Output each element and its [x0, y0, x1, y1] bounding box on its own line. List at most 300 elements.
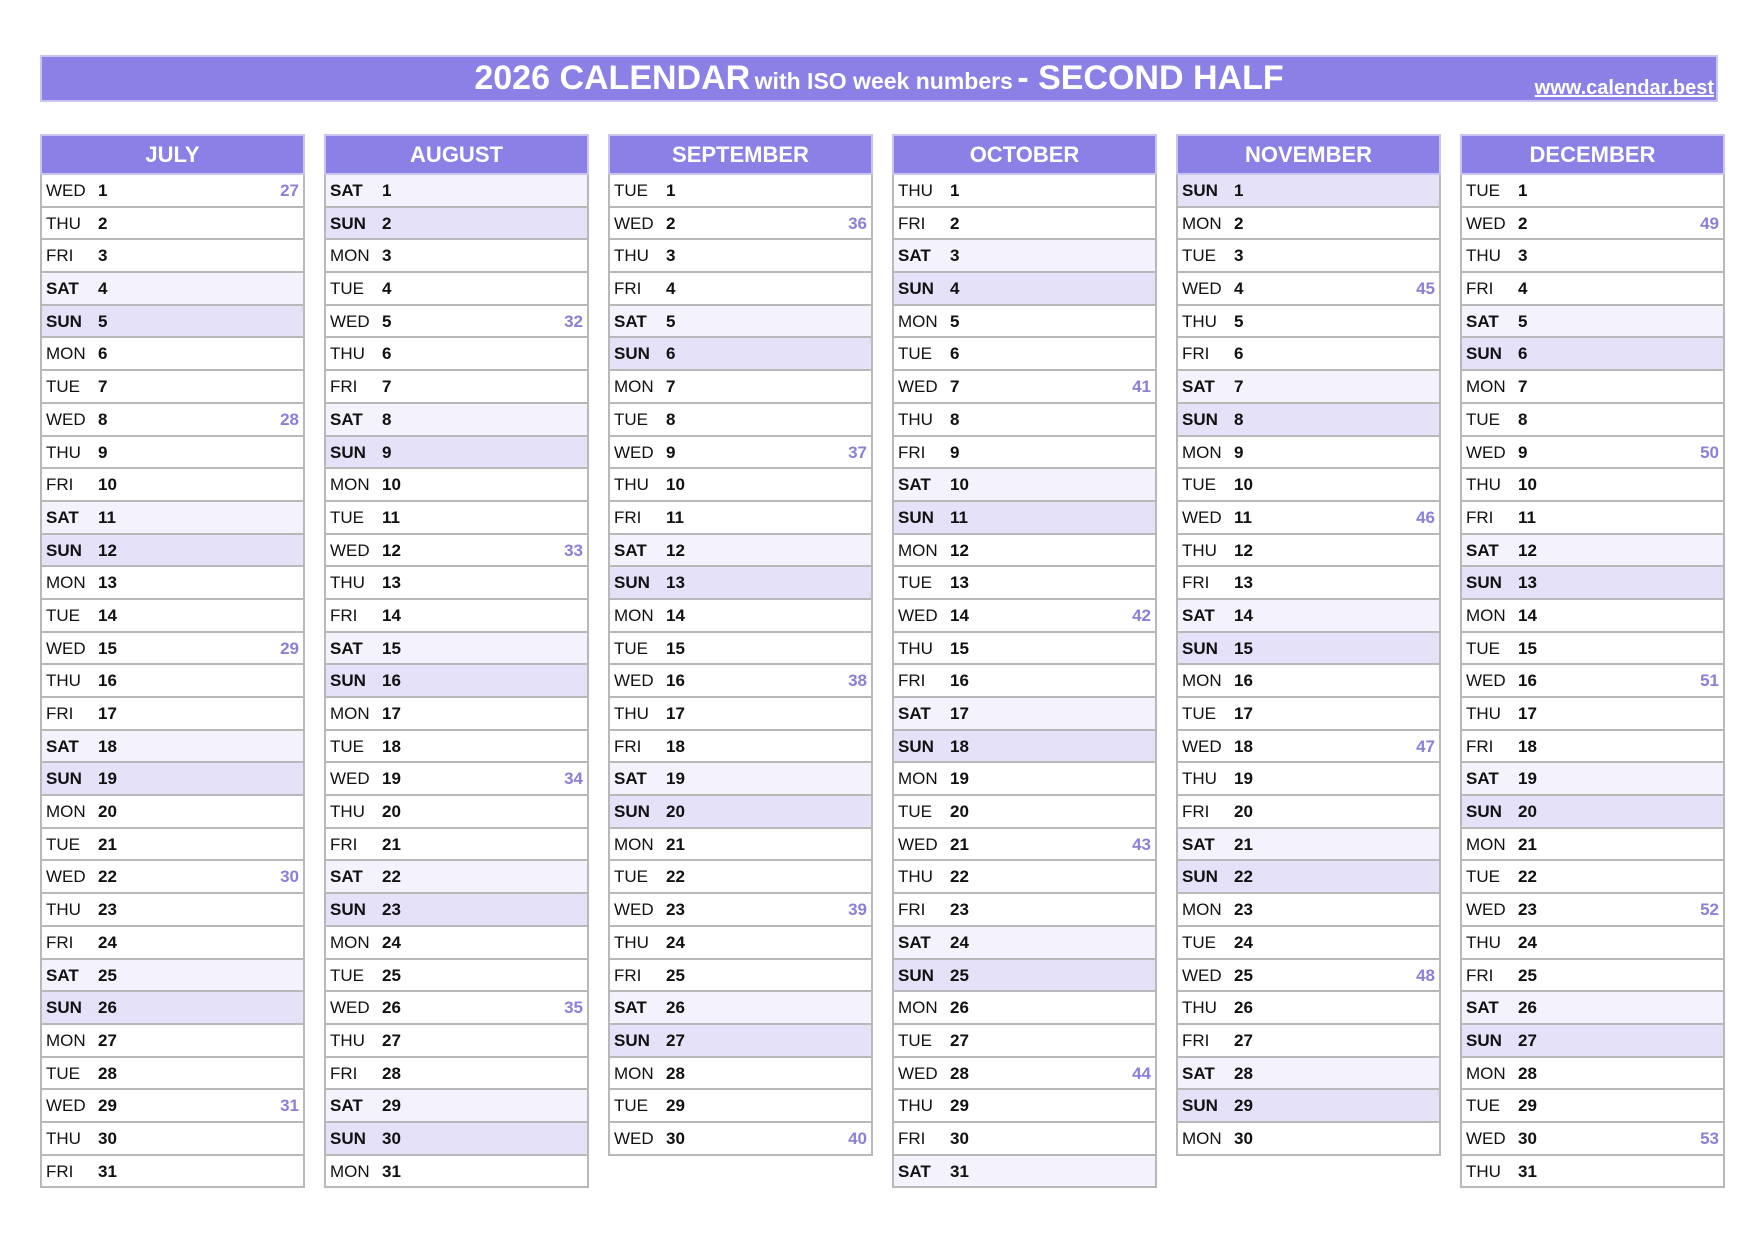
day-list — [1176, 175, 1441, 1156]
day-row — [610, 829, 871, 862]
weekday-label: MON — [330, 475, 370, 495]
weekday-label: SUN — [1466, 802, 1502, 822]
day-row — [610, 404, 871, 437]
day-number: 31 — [382, 1161, 401, 1181]
weekday-label: THU — [330, 802, 365, 822]
weekday-label: FRI — [898, 213, 926, 233]
day-number: 27 — [98, 1030, 117, 1050]
day-number: 15 — [98, 638, 117, 658]
weekday-label: THU — [1466, 932, 1501, 952]
day-row — [42, 633, 303, 666]
day-row — [894, 240, 1155, 273]
weekday-label: SUN — [1466, 1030, 1502, 1050]
day-number: 26 — [1234, 998, 1253, 1018]
day-number: 13 — [666, 573, 685, 593]
weekday-label: TUE — [1466, 867, 1500, 887]
day-row — [1178, 960, 1439, 993]
day-number: 19 — [382, 769, 401, 789]
weekday-label: WED — [46, 867, 86, 887]
weekday-label: TUE — [46, 1063, 80, 1083]
day-number: 19 — [950, 769, 969, 789]
day-number: 30 — [1234, 1128, 1253, 1148]
day-number: 5 — [1518, 311, 1528, 331]
weekday-label: THU — [1466, 246, 1501, 266]
day-number: 3 — [382, 246, 392, 266]
day-number: 8 — [666, 409, 676, 429]
iso-week-number: 44 — [1132, 1063, 1151, 1083]
day-number: 7 — [1518, 377, 1528, 397]
day-row — [1178, 175, 1439, 208]
day-row — [42, 1090, 303, 1123]
day-row — [1178, 992, 1439, 1025]
day-number: 1 — [1518, 181, 1528, 200]
weekday-label: MON — [614, 605, 654, 625]
day-row — [1178, 633, 1439, 666]
day-row — [1462, 960, 1723, 993]
day-number: 1 — [950, 181, 960, 200]
iso-week-number: 50 — [1700, 442, 1719, 462]
weekday-label: SAT — [898, 704, 931, 723]
day-number: 24 — [1518, 932, 1537, 952]
iso-week-number: 39 — [848, 900, 867, 920]
day-number: 27 — [1518, 1030, 1537, 1050]
day-number: 21 — [666, 834, 685, 854]
day-row — [42, 404, 303, 437]
day-row — [1178, 861, 1439, 894]
day-number: 1 — [382, 181, 392, 200]
day-row — [1178, 927, 1439, 960]
weekday-label: WED — [898, 377, 938, 397]
day-number: 17 — [950, 704, 969, 723]
day-number: 26 — [1518, 998, 1537, 1018]
day-row — [326, 731, 587, 764]
day-row — [1178, 1025, 1439, 1058]
day-number: 16 — [98, 671, 117, 691]
day-number: 29 — [382, 1096, 401, 1116]
day-row — [326, 796, 587, 829]
weekday-label: THU — [330, 573, 365, 593]
month-column-august — [324, 134, 589, 1188]
iso-week-number: 42 — [1132, 605, 1151, 625]
day-number: 2 — [1234, 213, 1244, 233]
day-number: 8 — [98, 409, 108, 429]
weekday-label: SAT — [330, 1096, 363, 1116]
weekday-label: SAT — [614, 311, 647, 331]
day-number: 17 — [1518, 704, 1537, 723]
day-row — [1178, 502, 1439, 535]
day-row — [1462, 404, 1723, 437]
weekday-label: MON — [46, 573, 86, 593]
iso-week-number: 51 — [1700, 671, 1719, 691]
weekday-label: MON — [330, 246, 370, 266]
day-number: 2 — [1518, 213, 1528, 233]
day-number: 27 — [950, 1030, 969, 1050]
day-row — [610, 698, 871, 731]
day-row — [326, 861, 587, 894]
weekday-label: FRI — [614, 736, 642, 756]
day-row — [894, 371, 1155, 404]
weekday-label: SUN — [1182, 409, 1218, 429]
weekday-label: FRI — [330, 1063, 358, 1083]
day-number: 21 — [1234, 834, 1253, 854]
day-row — [894, 861, 1155, 894]
day-row — [1178, 1123, 1439, 1156]
day-number: 29 — [1518, 1096, 1537, 1116]
weekday-label: WED — [46, 181, 86, 200]
day-number: 25 — [950, 965, 969, 985]
day-row — [610, 1123, 871, 1156]
weekday-label: WED — [330, 769, 370, 789]
day-number: 9 — [1518, 442, 1528, 462]
day-row — [1178, 535, 1439, 568]
day-number: 1 — [666, 181, 676, 200]
iso-week-number: 47 — [1416, 736, 1435, 756]
day-row — [610, 273, 871, 306]
day-row — [610, 535, 871, 568]
day-row — [42, 763, 303, 796]
day-number: 23 — [382, 900, 401, 920]
weekday-label: WED — [614, 671, 654, 691]
iso-week-number: 53 — [1700, 1128, 1719, 1148]
iso-week-number: 31 — [280, 1096, 299, 1116]
day-row — [610, 338, 871, 371]
weekday-label: TUE — [898, 344, 932, 364]
day-row — [42, 796, 303, 829]
day-row — [42, 992, 303, 1025]
day-list — [608, 175, 873, 1156]
weekday-label: SUN — [898, 736, 934, 756]
weekday-label: SUN — [46, 998, 82, 1018]
weekday-label: MON — [46, 1030, 86, 1050]
day-number: 4 — [950, 279, 960, 299]
weekday-label: SAT — [46, 279, 79, 299]
day-number: 7 — [1234, 377, 1244, 397]
day-number: 30 — [382, 1128, 401, 1148]
day-number: 19 — [1518, 769, 1537, 789]
day-number: 8 — [950, 409, 960, 429]
weekday-label: SAT — [614, 769, 647, 789]
day-number: 4 — [382, 279, 392, 299]
weekday-label: SUN — [330, 442, 366, 462]
day-number: 20 — [950, 802, 969, 822]
day-number: 11 — [666, 507, 684, 527]
day-number: 12 — [666, 540, 685, 560]
day-row — [610, 1025, 871, 1058]
day-row — [326, 240, 587, 273]
weekday-label: MON — [1182, 671, 1222, 691]
day-number: 11 — [950, 507, 968, 527]
weekday-label: WED — [1466, 671, 1506, 691]
weekday-label: SAT — [898, 246, 931, 266]
day-number: 17 — [666, 704, 685, 723]
day-row — [1462, 861, 1723, 894]
weekday-label: TUE — [898, 573, 932, 593]
day-row — [326, 960, 587, 993]
day-row — [326, 1090, 587, 1123]
day-number: 29 — [666, 1096, 685, 1116]
day-row — [42, 208, 303, 241]
day-number: 11 — [1518, 507, 1536, 527]
weekday-label: SAT — [330, 181, 363, 200]
weekday-label: SAT — [898, 1161, 931, 1181]
day-row — [894, 829, 1155, 862]
iso-week-number: 46 — [1416, 507, 1435, 527]
weekday-label: MON — [1466, 1063, 1506, 1083]
weekday-label: WED — [898, 834, 938, 854]
day-row — [326, 763, 587, 796]
day-row — [1462, 992, 1723, 1025]
day-number: 30 — [666, 1128, 685, 1148]
day-row — [894, 1123, 1155, 1156]
day-row — [894, 796, 1155, 829]
day-number: 21 — [98, 834, 117, 854]
weekday-label: MON — [330, 1161, 370, 1181]
day-number: 23 — [98, 900, 117, 920]
day-number: 3 — [1518, 246, 1528, 266]
day-number: 19 — [98, 769, 117, 789]
day-row — [894, 469, 1155, 502]
month-header: DECEMBER — [1460, 134, 1725, 175]
weekday-label: SUN — [898, 279, 934, 299]
day-number: 6 — [1234, 344, 1244, 364]
weekday-label: SUN — [330, 213, 366, 233]
day-number: 14 — [1518, 605, 1537, 625]
weekday-label: WED — [614, 900, 654, 920]
day-row — [1462, 1156, 1723, 1189]
day-number: 26 — [950, 998, 969, 1018]
month-header: SEPTEMBER — [608, 134, 873, 175]
day-row — [610, 371, 871, 404]
day-row — [1462, 633, 1723, 666]
weekday-label: SAT — [1466, 311, 1499, 331]
day-number: 5 — [98, 311, 108, 331]
day-number: 2 — [666, 213, 676, 233]
day-number: 2 — [950, 213, 960, 233]
weekday-label: THU — [46, 442, 81, 462]
day-row — [1462, 829, 1723, 862]
weekday-label: THU — [898, 1096, 933, 1116]
weekday-label: MON — [330, 704, 370, 723]
weekday-label: WED — [1182, 507, 1222, 527]
day-row — [894, 665, 1155, 698]
day-number: 1 — [1234, 181, 1244, 200]
day-number: 7 — [382, 377, 392, 397]
day-number: 24 — [666, 932, 685, 952]
weekday-label: MON — [898, 769, 938, 789]
day-number: 5 — [382, 311, 392, 331]
day-row — [42, 371, 303, 404]
day-number: 14 — [382, 605, 401, 625]
weekday-label: FRI — [46, 246, 74, 266]
day-number: 24 — [382, 932, 401, 952]
day-row — [894, 175, 1155, 208]
weekday-label: SAT — [614, 540, 647, 560]
weekday-label: THU — [614, 246, 649, 266]
day-list — [40, 175, 305, 1188]
day-row — [42, 1058, 303, 1091]
day-number: 4 — [666, 279, 676, 299]
day-row — [42, 1123, 303, 1156]
day-number: 3 — [1234, 246, 1244, 266]
day-number: 10 — [1234, 475, 1253, 495]
day-number: 12 — [98, 540, 117, 560]
weekday-label: FRI — [46, 475, 74, 495]
day-row — [1178, 1090, 1439, 1123]
day-row — [894, 633, 1155, 666]
weekday-label: FRI — [1182, 573, 1210, 593]
weekday-label: WED — [46, 638, 86, 658]
day-number: 23 — [1518, 900, 1537, 920]
day-number: 22 — [382, 867, 401, 887]
day-row — [42, 306, 303, 339]
weekday-label: MON — [614, 834, 654, 854]
day-number: 17 — [98, 704, 117, 723]
weekday-label: SUN — [46, 540, 82, 560]
day-row — [894, 763, 1155, 796]
day-number: 18 — [1518, 736, 1537, 756]
weekday-label: MON — [330, 932, 370, 952]
weekday-label: WED — [614, 1128, 654, 1148]
day-number: 23 — [950, 900, 969, 920]
day-number: 27 — [666, 1030, 685, 1050]
day-number: 21 — [1518, 834, 1537, 854]
day-number: 15 — [1234, 638, 1253, 658]
day-row — [326, 894, 587, 927]
day-number: 5 — [666, 311, 676, 331]
weekday-label: MON — [46, 802, 86, 822]
title-bar — [40, 55, 1718, 102]
day-number: 14 — [98, 605, 117, 625]
day-number: 29 — [1234, 1096, 1253, 1116]
day-row — [1178, 600, 1439, 633]
day-row — [1462, 665, 1723, 698]
day-number: 26 — [666, 998, 685, 1018]
day-row — [894, 502, 1155, 535]
day-row — [42, 175, 303, 208]
weekday-label: SAT — [330, 867, 363, 887]
day-number: 28 — [666, 1063, 685, 1083]
day-row — [42, 698, 303, 731]
weekday-label: SUN — [1466, 344, 1502, 364]
day-row — [1178, 665, 1439, 698]
day-number: 4 — [98, 279, 108, 299]
day-number: 8 — [382, 409, 392, 429]
day-number: 10 — [1518, 475, 1537, 495]
weekday-label: TUE — [46, 834, 80, 854]
day-row — [326, 469, 587, 502]
weekday-label: THU — [46, 213, 81, 233]
day-row — [1462, 371, 1723, 404]
weekday-label: THU — [898, 181, 933, 200]
weekday-label: TUE — [614, 409, 648, 429]
weekday-label: THU — [46, 671, 81, 691]
weekday-label: TUE — [614, 181, 648, 200]
iso-week-number: 49 — [1700, 213, 1719, 233]
weekday-label: THU — [898, 867, 933, 887]
day-row — [610, 665, 871, 698]
day-row — [326, 502, 587, 535]
weekday-label: THU — [898, 409, 933, 429]
iso-week-number: 33 — [564, 540, 583, 560]
weekday-label: FRI — [46, 1161, 74, 1181]
day-number: 6 — [950, 344, 960, 364]
day-row — [610, 1090, 871, 1123]
day-number: 18 — [382, 736, 401, 756]
day-number: 22 — [98, 867, 117, 887]
day-number: 31 — [1518, 1161, 1537, 1181]
weekday-label: FRI — [614, 279, 642, 299]
day-number: 7 — [666, 377, 676, 397]
weekday-label: SUN — [1182, 638, 1218, 658]
day-row — [894, 404, 1155, 437]
day-row — [894, 1090, 1155, 1123]
day-row — [1462, 894, 1723, 927]
weekday-label: TUE — [330, 736, 364, 756]
weekday-label: THU — [1182, 311, 1217, 331]
day-number: 9 — [98, 442, 108, 462]
day-number: 8 — [1518, 409, 1528, 429]
day-number: 3 — [98, 246, 108, 266]
weekday-label: FRI — [898, 1128, 926, 1148]
day-row — [1178, 338, 1439, 371]
day-row — [1462, 306, 1723, 339]
iso-week-number: 48 — [1416, 965, 1435, 985]
iso-week-number: 36 — [848, 213, 867, 233]
day-row — [1462, 208, 1723, 241]
day-row — [326, 1058, 587, 1091]
day-row — [610, 208, 871, 241]
day-number: 27 — [382, 1030, 401, 1050]
day-number: 3 — [950, 246, 960, 266]
iso-week-number: 37 — [848, 442, 867, 462]
weekday-label: THU — [46, 900, 81, 920]
iso-week-number: 34 — [564, 769, 583, 789]
day-row — [1178, 306, 1439, 339]
day-row — [42, 927, 303, 960]
day-row — [610, 175, 871, 208]
day-number: 22 — [950, 867, 969, 887]
day-row — [894, 306, 1155, 339]
day-number: 13 — [1518, 573, 1537, 593]
day-row — [42, 600, 303, 633]
day-number: 28 — [382, 1063, 401, 1083]
weekday-label: WED — [1182, 965, 1222, 985]
day-row — [610, 763, 871, 796]
day-row — [894, 338, 1155, 371]
site-link[interactable]: www.calendar.best — [1534, 77, 1714, 99]
title-half: - SECOND HALF — [1017, 59, 1284, 97]
day-number: 19 — [666, 769, 685, 789]
weekday-label: FRI — [614, 965, 642, 985]
weekday-label: TUE — [1182, 704, 1216, 723]
day-number: 14 — [1234, 605, 1253, 625]
day-row — [894, 535, 1155, 568]
day-row — [1462, 698, 1723, 731]
weekday-label: TUE — [46, 377, 80, 397]
day-list — [892, 175, 1157, 1188]
day-number: 11 — [1234, 507, 1252, 527]
day-number: 2 — [382, 213, 392, 233]
day-number: 16 — [1234, 671, 1253, 691]
weekday-label: TUE — [330, 279, 364, 299]
day-number: 28 — [1518, 1063, 1537, 1083]
iso-week-number: 32 — [564, 311, 583, 331]
day-number: 16 — [950, 671, 969, 691]
day-row — [610, 731, 871, 764]
day-row — [1178, 469, 1439, 502]
weekday-label: SAT — [1182, 377, 1215, 397]
day-number: 6 — [98, 344, 108, 364]
